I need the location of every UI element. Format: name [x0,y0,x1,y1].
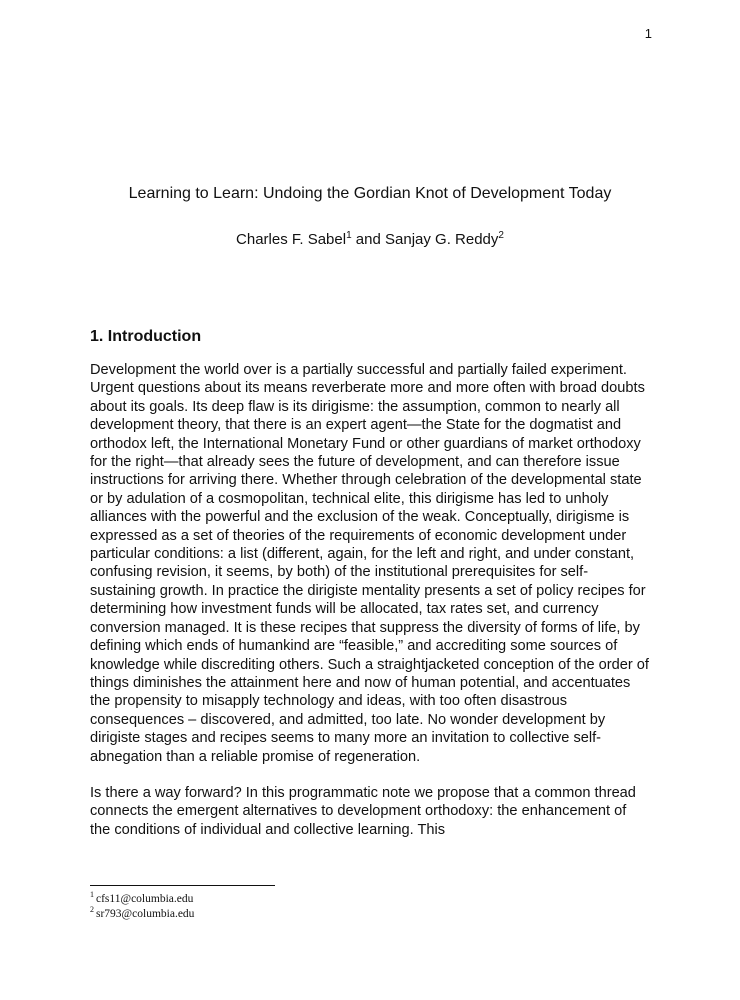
paper-title: Learning to Learn: Undoing the Gordian Knot of Development Today [128,185,612,202]
author-1-footnote-ref: 1 [346,230,352,241]
footnote-1-marker: 1 [90,890,94,900]
author-2-name: and Sanjay G. Reddy [351,231,499,248]
footnote-1 [90,892,650,907]
footnote-area [90,885,650,922]
footnote-separator-rule [90,885,275,886]
footnote-2-text: sr793@columbia.edu [96,908,195,920]
paragraph-2: Is there a way forward? In this programmatic note we propose that a common thread connects the emergent alternatives to development orthodoxy: the enhancement of the conditions of individual and collective learning. This [90,784,636,838]
footnote-1-text: cfs11@columbia.edu [96,893,194,905]
authors-line [90,231,650,248]
section-heading-introduction: 1. Introduction [90,328,202,345]
page-number: 1 [644,26,652,41]
footnote-2-marker: 2 [90,905,94,915]
paragraph-1: Development the world over is a partially successful and partially failed experiment. Urgent questions about its means reverberate more and more often with broad doubts about its goals. Its deep flaw is its dirigisme: the assumption, common to nearly all development theory, that there is an expert agent—the State for the dogmatist and orthodox left, the International Monetary Fund or other guardians of market orthodoxy for the right—that already sees the future of development, and can therefore issue instructions for arriving there. Whether through celebration of the developmental state or by adulation of a cosmopolitan, technical elite, this dirigisme has led to unholy alliances with the powerful and the exclusion of the weak. Conceptually, dirigisme is expressed as a set of theories of the requirements of economic development under particular conditions: a list (different, again, for the left and right, and under constant, confusing revision, it seems, by both) of the institutional prerequisites for self-sustaining growth. In practice the dirigiste mentality presents a set of policy recipes for determining how investment funds will be allocated, tax rates set, and currency conversion managed. It is these recipes that suppress the diversity of forms of life, by defining which ends of humankind are “feasible,” and accrediting some sources of knowledge while discrediting others. Such a straightjacketed conception of the order of things diminishes the attainment here and now of human potential, and accentuates the propensity to misapply technology and ideas, with too often disastrous consequences – discovered, and admitted, too late. No wonder development by dirigiste stages and recipes seems to many more an invitation to collective self-abnegation than a reliable promise of regeneration. [90,362,649,765]
author-2-footnote-ref: 2 [498,230,504,241]
footnote-2 [90,907,650,922]
author-1-name: Charles F. Sabel [236,231,347,248]
